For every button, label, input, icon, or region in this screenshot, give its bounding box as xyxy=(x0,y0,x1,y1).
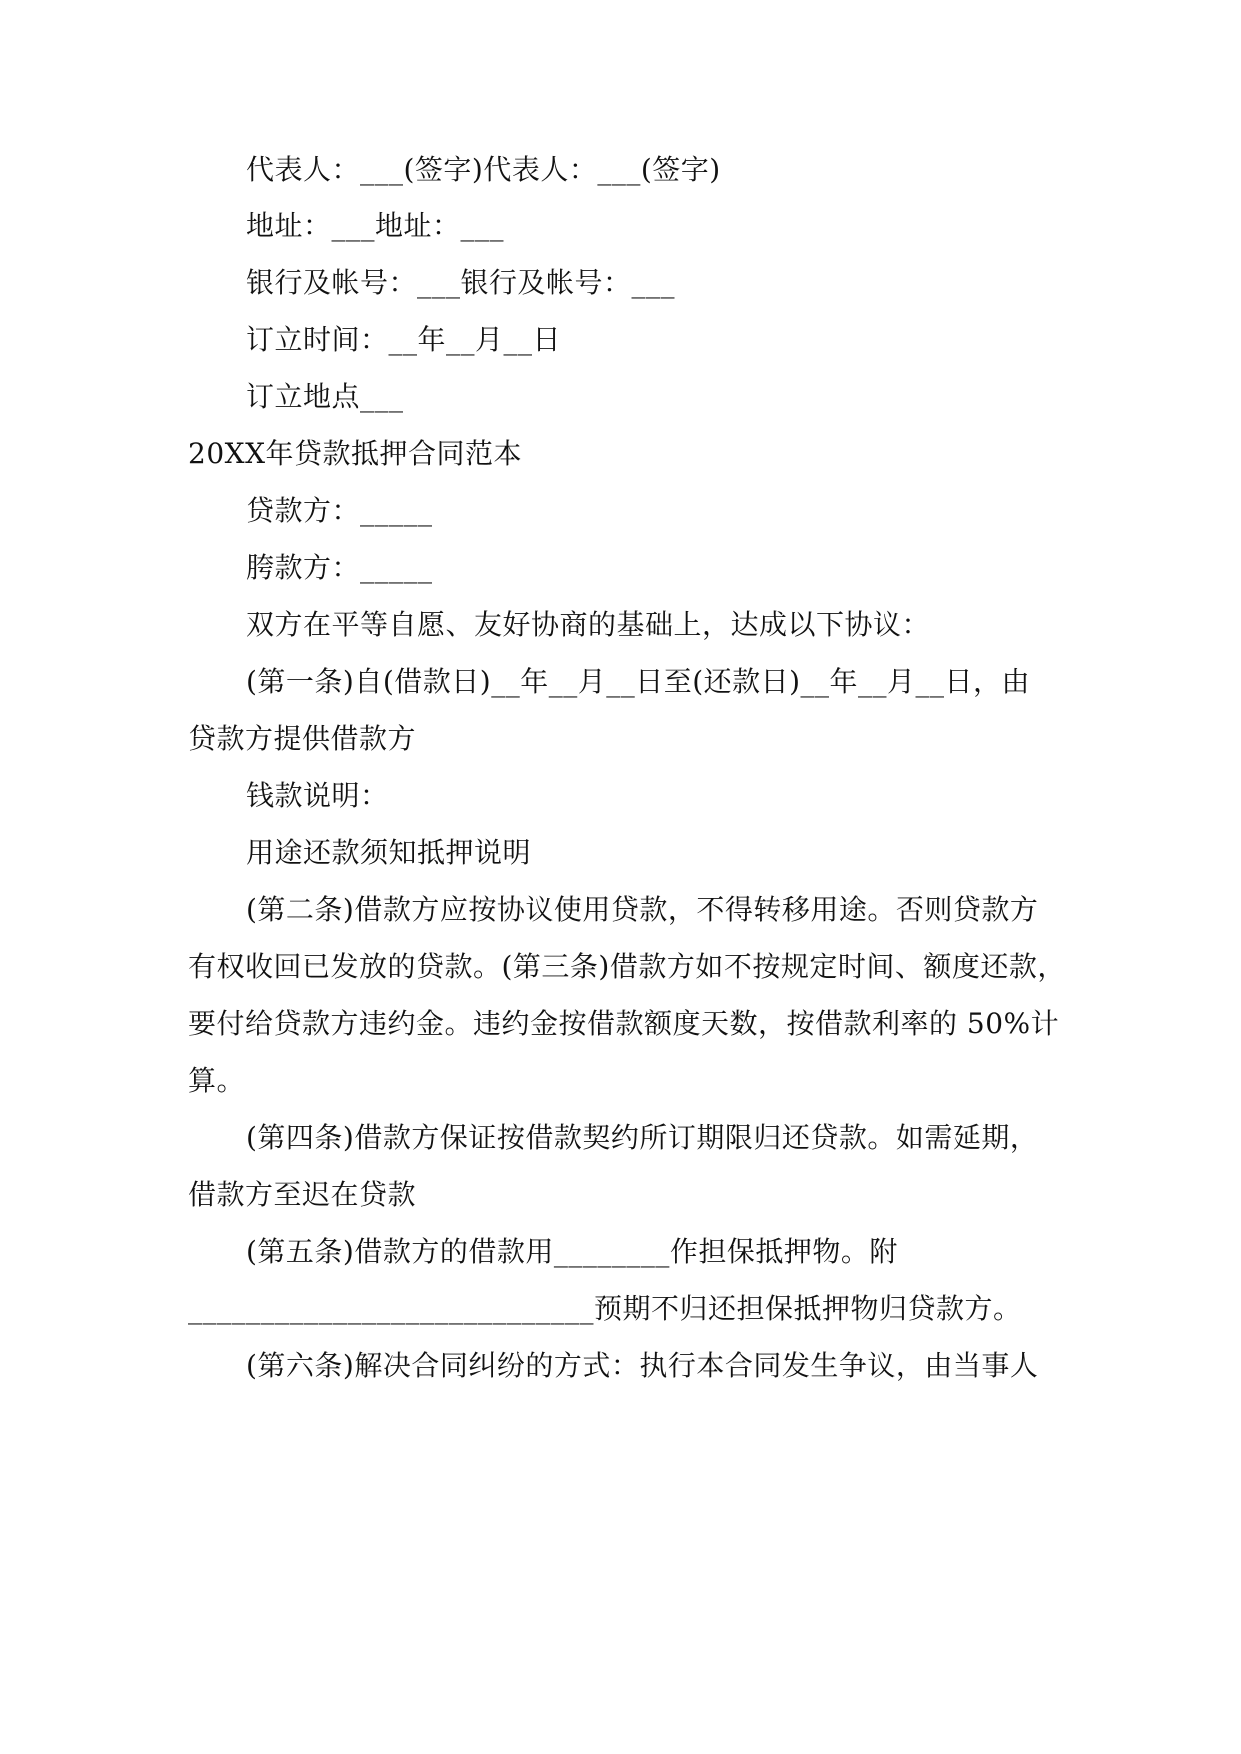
contract-title: 20XX年贷款抵押合同范本 xyxy=(188,437,522,470)
article-3-line-3: 要付给贷款方违约金。违约金按借款额度天数，按借款利率的 50%计 xyxy=(188,1007,1060,1040)
article-5-line-2: ____________________________预期不归还担保抵押物归贷款方。 xyxy=(188,1292,1022,1325)
article-2-line-2: 有权收回已发放的贷款。(第三条)借款方如不按规定时间、额度还款， xyxy=(188,950,1066,983)
article-1-line-2: 贷款方提供借款方 xyxy=(188,722,417,755)
fund-note: 钱款说明： xyxy=(246,779,389,812)
borrower-line: 胯款方：_____ xyxy=(246,551,433,584)
signature-bank-account-line: 银行及帐号：___银行及帐号：___ xyxy=(246,266,676,299)
usage-note: 用途还款须知抵押说明 xyxy=(246,836,532,869)
article-4-line-2: 借款方至迟在贷款 xyxy=(188,1178,417,1211)
agreement-intro: 双方在平等自愿、友好协商的基础上，达成以下协议： xyxy=(246,608,931,641)
article-3-line-4: 算。 xyxy=(188,1064,246,1097)
lender-line: 贷款方：_____ xyxy=(246,494,433,527)
signature-date-line: 订立时间：__年__月__日 xyxy=(246,323,562,356)
article-4-line-1: (第四条)借款方保证按借款契约所订期限归还贷款。如需延期， xyxy=(246,1121,1039,1154)
signature-place-line: 订立地点___ xyxy=(246,380,404,413)
signature-representative-line: 代表人：___(签字)代表人：___(签字) xyxy=(246,153,721,186)
article-5-line-1: (第五条)借款方的借款用________作担保抵押物。附 xyxy=(246,1235,898,1268)
article-6-line-1: (第六条)解决合同纠纷的方式：执行本合同发生争议，由当事人 xyxy=(246,1349,1039,1382)
article-2-line-1: (第二条)借款方应按协议使用贷款，不得转移用途。否则贷款方 xyxy=(246,893,1039,926)
article-1-line-1: (第一条)自(借款日)__年__月__日至(还款日)__年__月__日，由 xyxy=(246,665,1031,698)
signature-address-line: 地址：___地址：___ xyxy=(246,209,505,242)
